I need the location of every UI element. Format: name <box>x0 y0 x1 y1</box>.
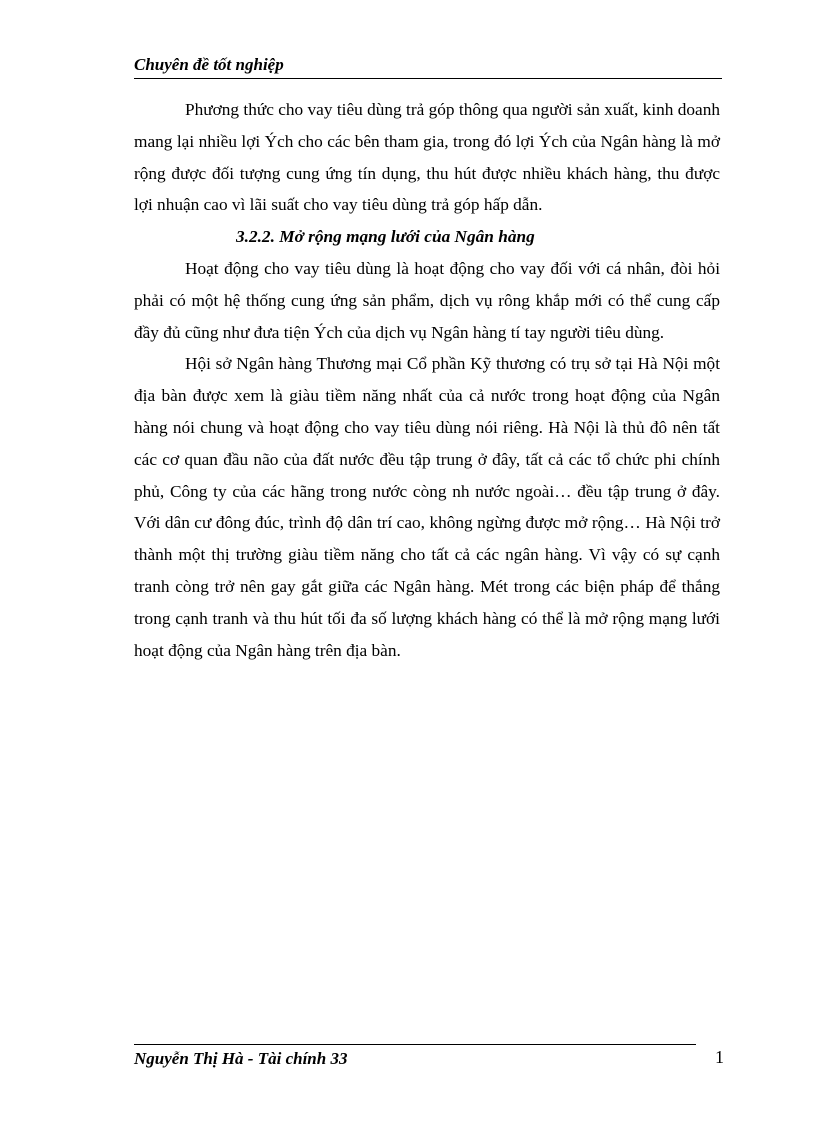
header-title: Chuyên đề tốt nghiệp <box>134 55 284 74</box>
page-number: 1 <box>715 1047 724 1067</box>
paragraph-head-office: Hội sở Ngân hàng Thương mại Cổ phần Kỹ thương có trụ sở tại Hà Nội một địa bàn được xem là giàu tiềm năng nhất của cả nước trong hoạt động của Ngân hàng nói chung và hoạt động cho vay tiêu dùng nói riêng. Hà Nội là thủ đô nên tất các cơ quan đầu não của đất nước đều tập trung ở đây, tất cả các tổ chức phi chính phủ, Công ty của các hãng trong nước còng nh nước ngoài… đều tập trung ở đây. Với dân cư đông đúc, trình độ dân trí cao, không ngừng được mở rộng… Hà Nội trở thành một thị trường giàu tiềm năng cho tất cả các ngân hàng. Vì vậy có sự cạnh tranh còng trở nên gay gắt giữa các Ngân hàng. Mét trong các biện pháp để thắng trong cạnh tranh và thu hút tối đa số lượng khách hàng có thể là mở rộng mạng lưới hoạt động của Ngân hàng trên địa bàn. <box>134 354 720 660</box>
paragraph-consumer-lending: Hoạt động cho vay tiêu dùng là hoạt động cho vay đối với cá nhân, đòi hỏi phải có một hệ thống cung ứng sản phẩm, dịch vụ rông khắp mới có thể cung cấp đầy đủ cũng như đưa tiện Ých của dịch vụ Ngân hàng tí tay người tiêu dùng. <box>134 258 720 342</box>
document-body <box>134 94 720 666</box>
footer-divider <box>134 1044 696 1045</box>
page-footer <box>134 1044 724 1074</box>
section-heading: 3.2.2. Mở rộng mạng lưới của Ngân hàng <box>236 227 535 247</box>
footer-author: Nguyễn Thị Hà - Tài chính 33 <box>134 1049 348 1068</box>
page-header <box>134 50 722 79</box>
paragraph-installment-lending: Phương thức cho vay tiêu dùng trả góp thông qua người sản xuất, kinh doanh mang lại nhiều lợi Ých cho các bên tham gia, trong đó lợi Ých của Ngân hàng là mở rộng được đối tượng cung ứng tín dụng, thu hút được nhiều khách hàng, thu được lợi nhuận cao vì lãi suất cho vay tiêu dùng trả góp hấp dẫn. <box>134 100 720 215</box>
